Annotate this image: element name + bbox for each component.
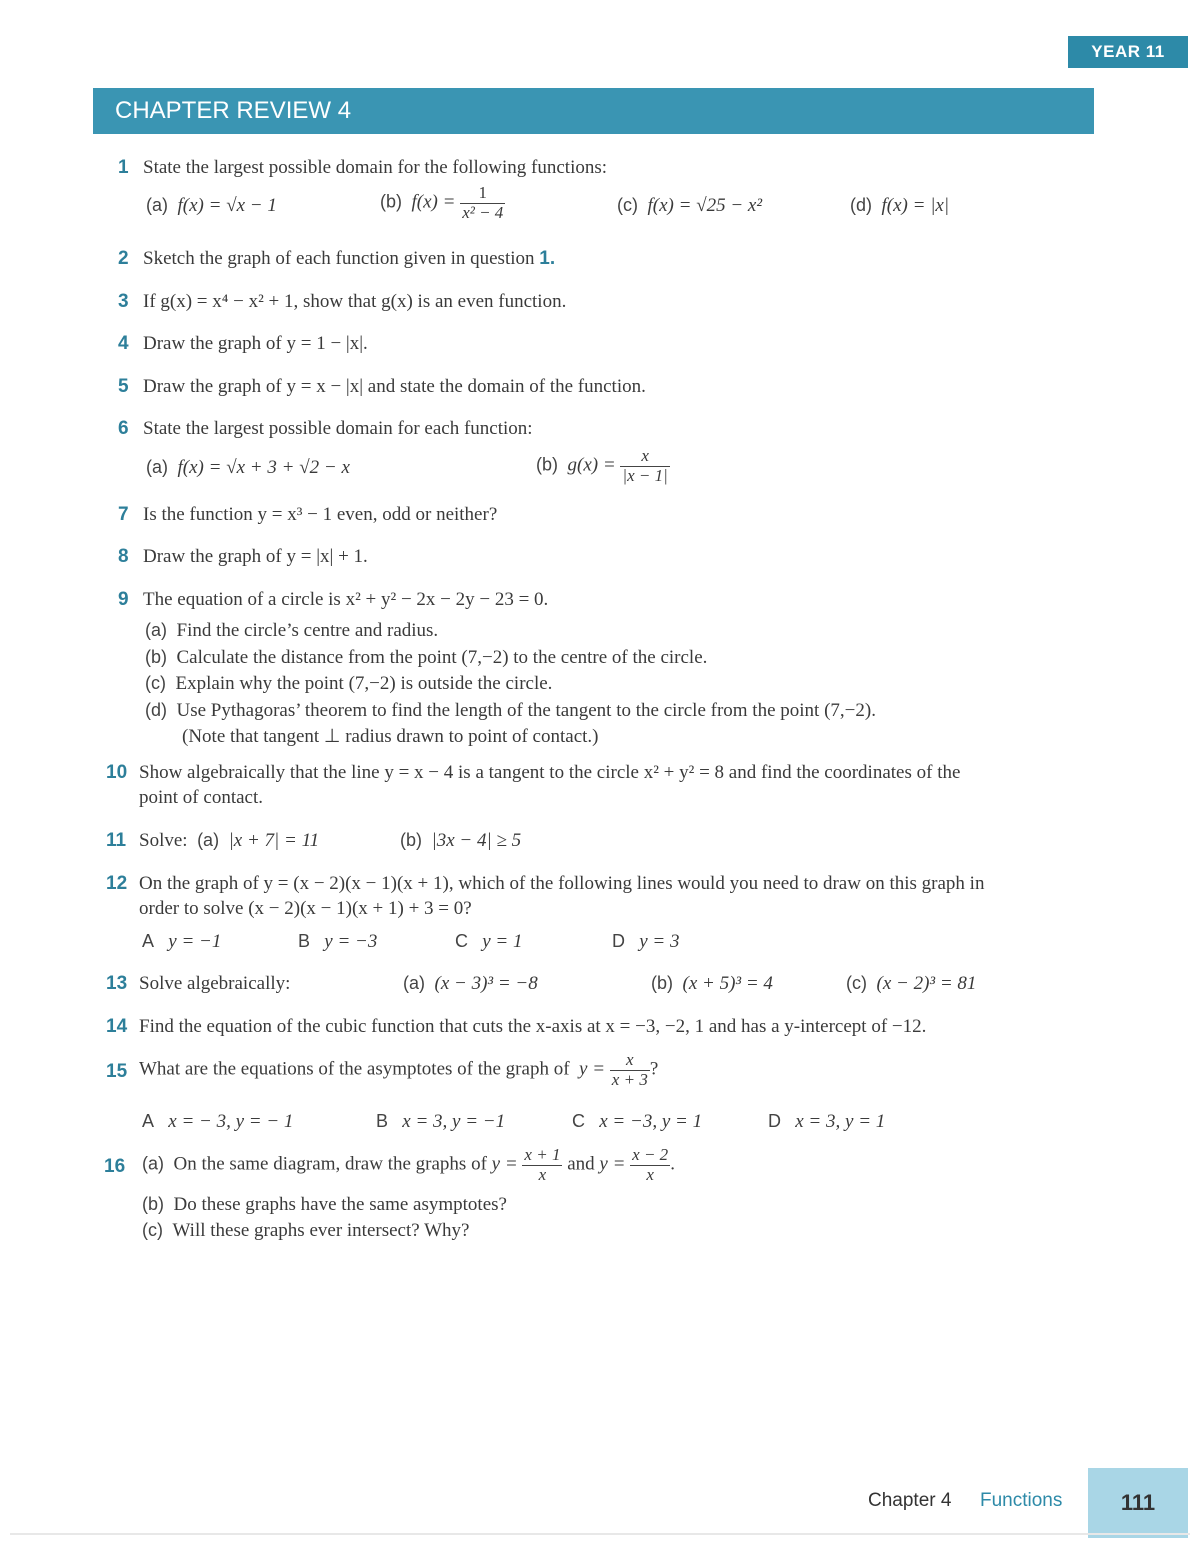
- footer-chapter: Chapter 4: [868, 1490, 952, 1511]
- q1-number: 1: [118, 157, 129, 178]
- q8-number: 8: [118, 546, 129, 567]
- q9-part-a: (a) Find the circle’s centre and radius.: [145, 620, 439, 641]
- q5-number: 5: [118, 376, 129, 397]
- q1-part-b: (b) f(x) = $\frac{1}{\text{x² − 4}}$: [380, 183, 504, 222]
- q12-option-b: B y = −3: [298, 931, 378, 952]
- q9-part-b: (b) Calculate the distance from the point (7,−2) to the centre of the circle.: [145, 647, 708, 668]
- q15-option-b: B x = 3, y = −1: [376, 1111, 506, 1132]
- q13-part-a: (a) (x − 3)³ = −8: [403, 973, 538, 994]
- q12-option-a: A y = −1: [142, 931, 222, 952]
- q14-text: Find the equation of the cubic function that cuts the x-axis at x = −3, −2, 1 and has a y-intercept of −12.: [139, 1016, 927, 1037]
- chapter-title: CHAPTER REVIEW 4: [115, 97, 352, 124]
- q12-option-d: D y = 3: [612, 931, 680, 952]
- q11-part-b: (b) |3x − 4| ≥ 5: [400, 830, 522, 851]
- q8-text: Draw the graph of y = |x| + 1.: [143, 546, 368, 567]
- q7-number: 7: [118, 504, 129, 525]
- q13-number: 13: [106, 973, 128, 994]
- q12-line1: On the graph of y = (x − 2)(x − 1)(x + 1), which of the following lines would you need to draw on this graph in: [139, 873, 985, 894]
- footer-section: Functions: [980, 1490, 1063, 1511]
- q13-part-c: (c) (x − 2)³ = 81: [846, 973, 977, 994]
- q10-number: 10: [106, 762, 128, 783]
- q11-text: Solve: (a) |x + 7| = 11: [139, 830, 320, 851]
- q13-text: Solve algebraically:: [139, 973, 291, 994]
- q12-line2: order to solve (x − 2)(x − 1)(x + 1) + 3 = 0?: [139, 898, 472, 919]
- q14-number: 14: [106, 1016, 128, 1037]
- q16-part-b: (b) Do these graphs have the same asymptotes?: [142, 1194, 507, 1215]
- q16-part-a: (a) On the same diagram, draw the graphs of y = $\frac{x + 1}{x}$ and y = $\frac{x - 2}{x}$ .: [142, 1145, 675, 1184]
- q15-number: 15: [106, 1061, 128, 1082]
- q7-text: Is the function y = x³ − 1 even, odd or neither?: [143, 504, 498, 525]
- q3-number: 3: [118, 291, 129, 312]
- q9-text: The equation of a circle is x² + y² − 2x − 2y − 23 = 0.: [143, 589, 549, 610]
- q15-option-d: D x = 3, y = 1: [768, 1111, 886, 1132]
- q15-option-c: C x = −3, y = 1: [572, 1111, 703, 1132]
- q13-part-b: (b) (x + 5)³ = 4: [651, 973, 773, 994]
- q11-number: 11: [106, 830, 127, 851]
- q15-option-a: A x = − 3, y = − 1: [142, 1111, 294, 1132]
- q4-text: Draw the graph of y = 1 − |x|.: [143, 333, 368, 354]
- q12-number: 12: [106, 873, 128, 894]
- page-number-text: 111: [1120, 1490, 1156, 1515]
- q3-text: If g(x) = x⁴ − x² + 1, show that g(x) is an even function.: [143, 291, 567, 312]
- q9-number: 9: [118, 589, 129, 610]
- q2-number: 2: [118, 248, 129, 269]
- q9-part-d-note: (Note that tangent ⊥ radius drawn to point of contact.): [182, 726, 599, 747]
- q6-part-a: (a) f(x) = √x + 3 + √2 − x: [146, 457, 350, 478]
- q9-part-d: (d) Use Pythagoras’ theorem to find the length of the tangent to the circle from the point (7,−2).: [145, 700, 876, 721]
- page-number: [1088, 1468, 1188, 1538]
- q6-number: 6: [118, 418, 129, 439]
- q16-part-c: (c) Will these graphs ever intersect? Why?: [142, 1220, 470, 1241]
- q5-text: Draw the graph of y = x − |x| and state the domain of the function.: [143, 376, 646, 397]
- chapter-title-banner: [93, 88, 1094, 134]
- q1-part-c: (c) f(x) = √25 − x²: [617, 195, 763, 216]
- q6-text: State the largest possible domain for each function:: [143, 418, 533, 439]
- q4-number: 4: [118, 333, 129, 354]
- q9-part-c: (c) Explain why the point (7,−2) is outside the circle.: [145, 673, 553, 694]
- q1-part-a: (a) f(x) = √x − 1: [146, 195, 277, 216]
- q2-text: Sketch the graph of each function given in question 1.: [143, 248, 556, 269]
- q16-number: 16: [104, 1156, 126, 1177]
- q10-line1: Show algebraically that the line y = x − 4 is a tangent to the circle x² + y² = 8 and find the coordinates of the: [139, 762, 961, 783]
- year-label: YEAR 11: [1068, 36, 1188, 68]
- bottom-divider: [10, 1533, 1190, 1535]
- q1-text: State the largest possible domain for the following functions:: [143, 157, 608, 178]
- q6-part-b: (b) g(x) = $\frac{x}{|x - 1|}$: [536, 446, 668, 485]
- q10-line2: point of contact.: [139, 787, 263, 808]
- q12-option-c: C y = 1: [455, 931, 523, 952]
- q1-part-d: (d) f(x) = |x|: [850, 195, 950, 216]
- q15-text: What are the equations of the asymptotes of the graph of y = $\frac{x}{x + 3}$ ?: [139, 1050, 659, 1089]
